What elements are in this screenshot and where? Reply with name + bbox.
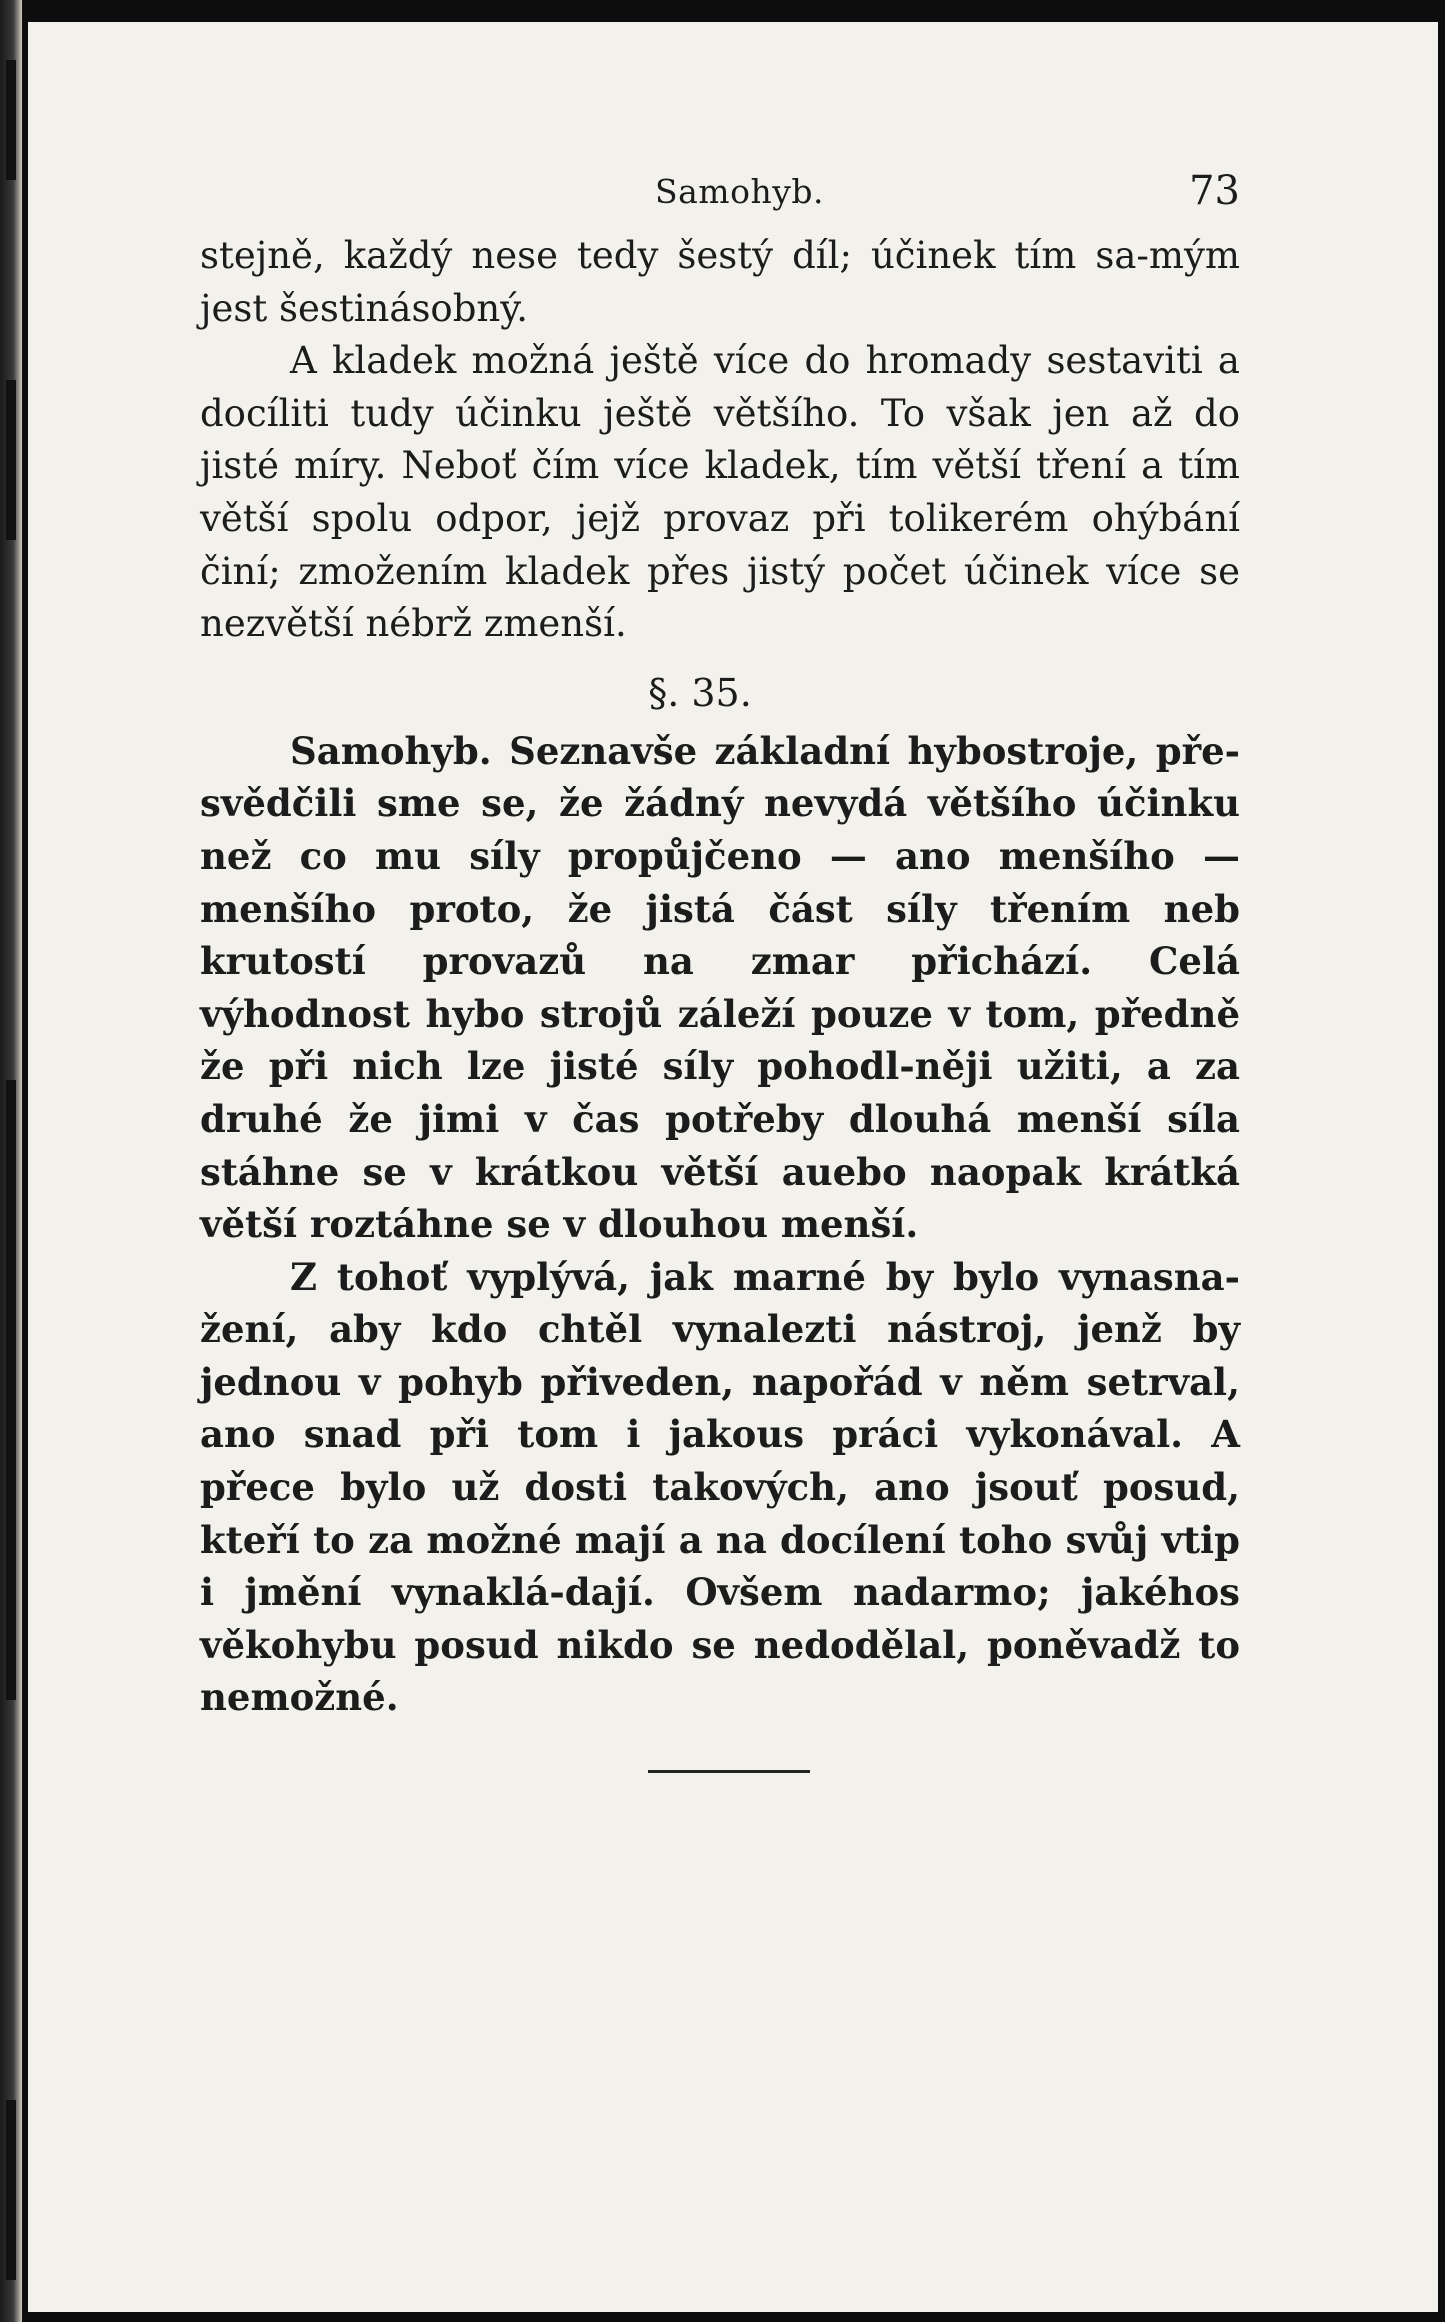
paragraph-conclusion: Z tohoť vyplývá, jak marné by bylo vynasna-žení, aby kdo chtěl vynalezti nástroj, jenž by jednou v pohyb přiveden, napořád v něm setrval, ano snad při tom i jakous práci vykonával. A přece bylo už dosti takových, ano jsouť posud, kteří to za možné mají a na docílení toho svůj vtip i jmění vynaklá-dají. Ovšem nadarmo; jakéhos věkohybu posud nikdo se nedodělal, poněvadž to nemožné. bbox=[200, 1254, 1240, 1720]
paragraph-continuation: stejně, každý nese tedy šestý díl; účinek tím sa-mým jest šestinásobný. bbox=[200, 234, 1240, 330]
paragraph-samohyb-text: Seznavše základní hybostroje, pře-svědčili sme se, že žádný nevydá většího účinku než co mu síly propůjčeno — ano menšího — menšího proto, že jistá část síly třením neb krutostí provazů na zmar přichází. Celá výhodnost hybo strojů záleží pouze v tom, předně že při nich lze jisté síly pohodl-něji užiti, a za druhé že jimi v čas potřeby dlouhá menší síla stáhne se v krátkou větší auebo naopak krátká větší roztáhne se v dlouhou menší. bbox=[200, 728, 1240, 1247]
section-number: §. 35. bbox=[648, 670, 752, 715]
paragraph-samohyb bbox=[200, 725, 1240, 1251]
section-body bbox=[200, 725, 1240, 1724]
paragraph-kladky: A kladek možná ještě více do hromady sestaviti a docíliti tudy účinku ještě většího. To však jen až do jisté míry. Neboť čím více kladek, tím větší tření a tím větší spolu odpor, jejž provaz při tolikerém ohýbání činí; zmožením kladek přes jistý počet účinek více se nezvětší nébrž zmenší. bbox=[200, 339, 1240, 646]
page-body bbox=[200, 150, 1240, 1724]
binding-mark bbox=[6, 2100, 16, 2280]
book-binding-edge bbox=[0, 0, 22, 2322]
binding-mark bbox=[6, 380, 16, 540]
running-head bbox=[200, 150, 1240, 230]
binding-mark bbox=[6, 60, 16, 180]
running-title: Samohyb. bbox=[655, 172, 824, 211]
section-lead-word: Samohyb. bbox=[290, 728, 492, 773]
page-number: 73 bbox=[1189, 168, 1240, 214]
binding-mark bbox=[6, 1080, 16, 1700]
end-rule bbox=[648, 1770, 810, 1773]
